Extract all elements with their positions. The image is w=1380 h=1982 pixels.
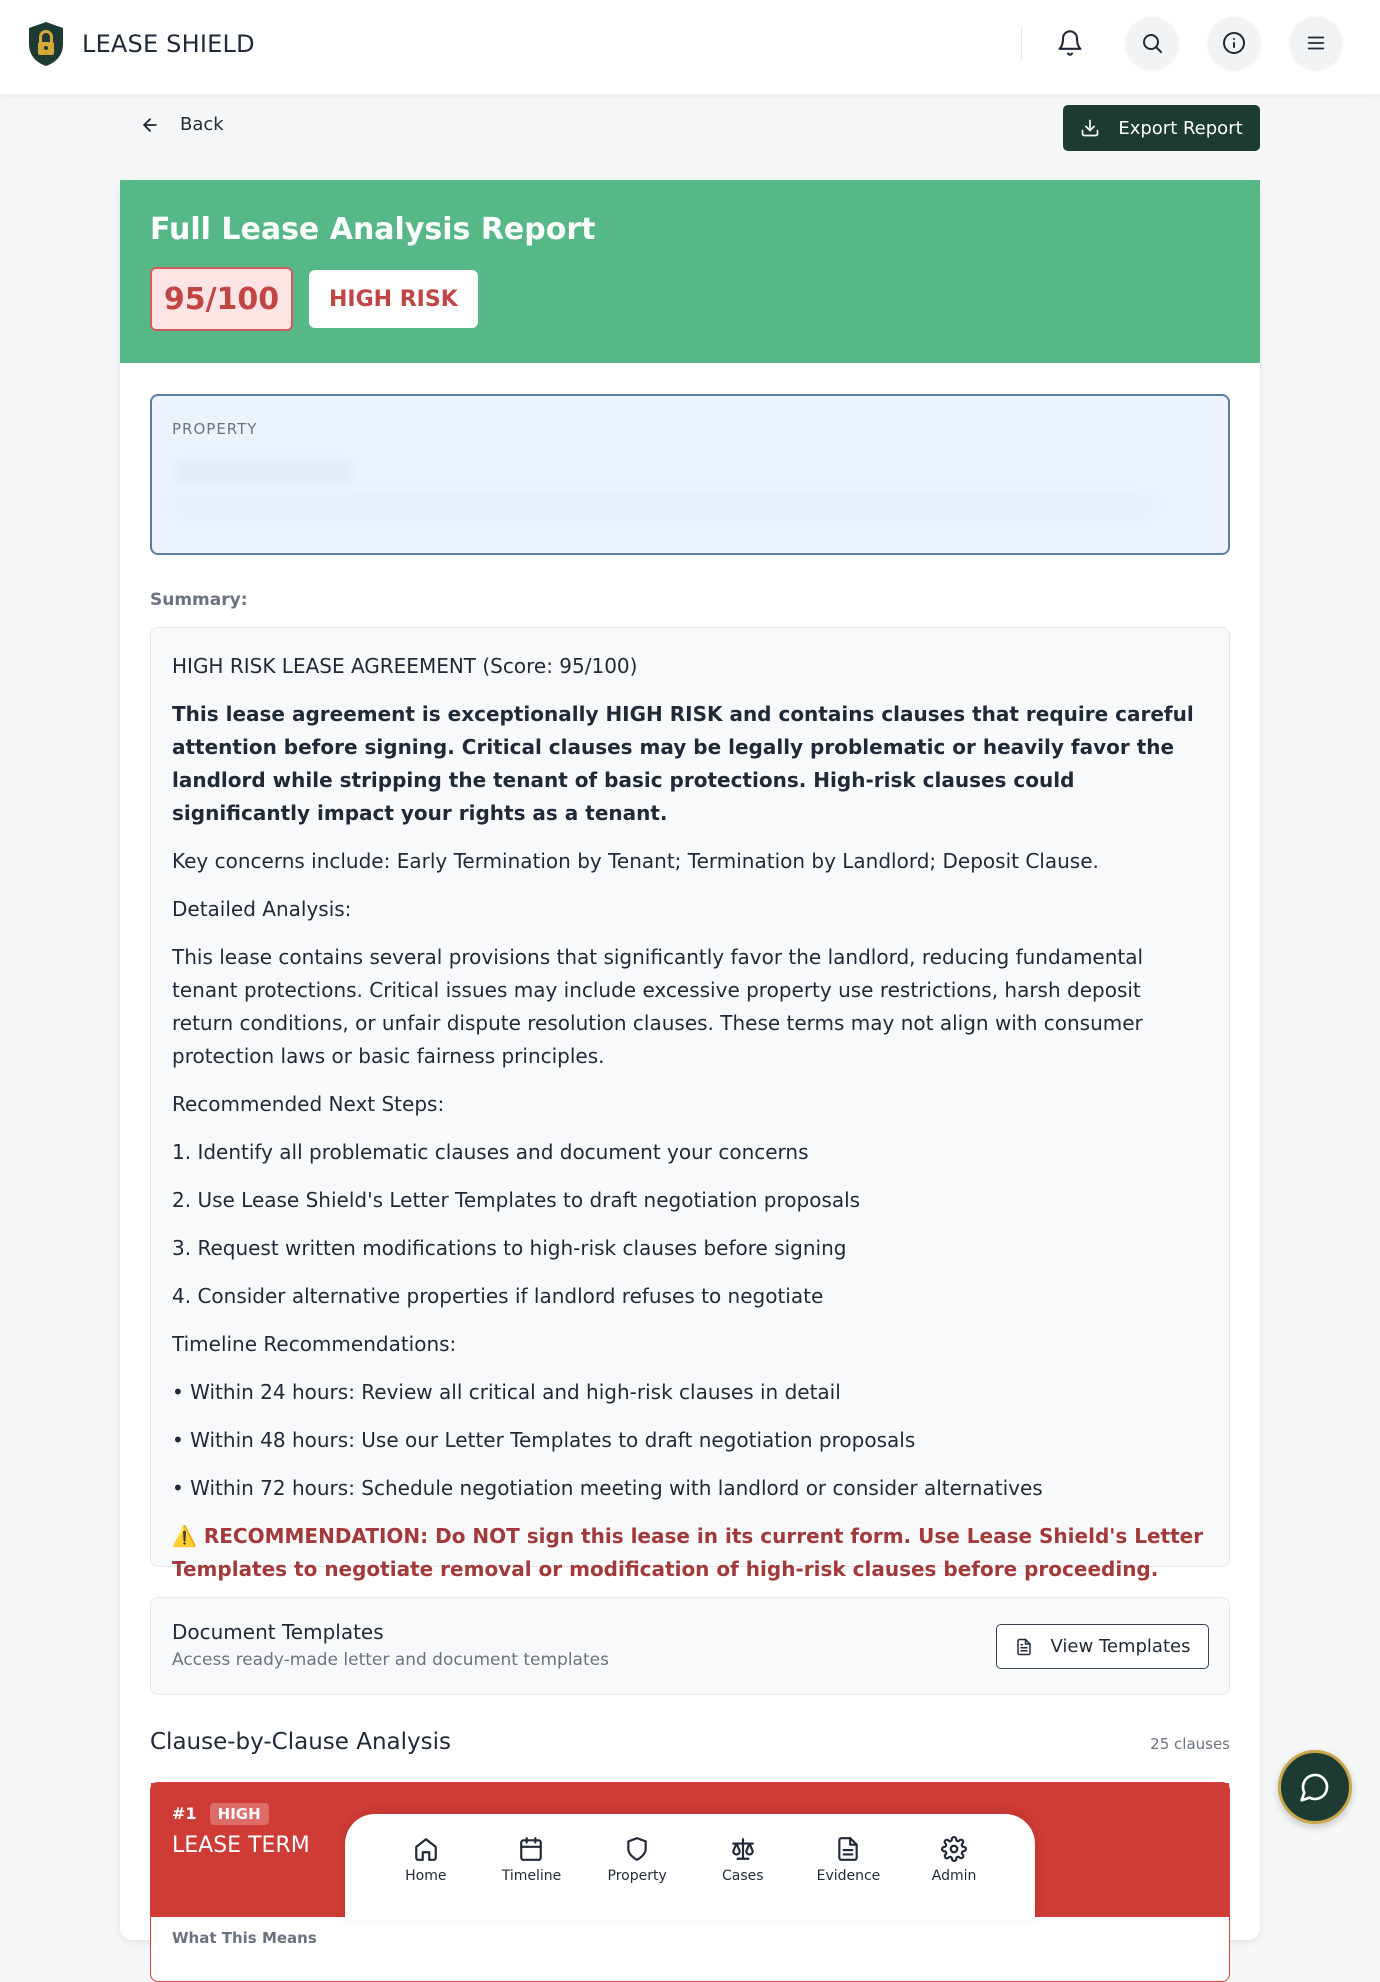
score-badge: 95/100 bbox=[150, 267, 293, 331]
header-divider bbox=[1021, 26, 1022, 60]
property-box bbox=[150, 394, 1230, 555]
nav-home[interactable] bbox=[381, 1814, 471, 1920]
next-step-item: 4. Consider alternative properties if landlord refuses to negotiate bbox=[172, 1284, 824, 1308]
nav-home-label: Home bbox=[405, 1868, 447, 1884]
shield-lock-icon bbox=[26, 20, 66, 68]
info-button[interactable] bbox=[1208, 17, 1260, 69]
home-icon bbox=[413, 1836, 439, 1862]
nav-property-label: Property bbox=[607, 1868, 667, 1884]
clause-severity-badge: HIGH bbox=[210, 1803, 269, 1825]
shield-icon bbox=[624, 1836, 650, 1862]
info-icon bbox=[1222, 31, 1246, 55]
nav-admin-label: Admin bbox=[931, 1868, 977, 1884]
search-button[interactable] bbox=[1126, 17, 1178, 69]
menu-icon bbox=[1305, 32, 1327, 54]
calendar-icon bbox=[518, 1836, 544, 1862]
next-step-item: 3. Request written modifications to high-risk clauses before signing bbox=[172, 1236, 847, 1260]
nav-timeline-label: Timeline bbox=[501, 1868, 562, 1884]
nav-cases-label: Cases bbox=[722, 1868, 764, 1884]
export-label: Export Report bbox=[1118, 117, 1243, 139]
gear-icon bbox=[941, 1836, 967, 1862]
report-hero bbox=[120, 180, 1260, 363]
nav-evidence[interactable] bbox=[803, 1814, 893, 1920]
next-steps-heading: Recommended Next Steps: bbox=[172, 1092, 445, 1116]
export-report-button[interactable] bbox=[1063, 105, 1260, 151]
view-templates-label: View Templates bbox=[1050, 1636, 1191, 1657]
timeline-item: • Within 24 hours: Review all critical and high-risk clauses in detail bbox=[172, 1380, 841, 1404]
nav-timeline[interactable] bbox=[486, 1814, 576, 1920]
clause-count: 25 clauses bbox=[1150, 1735, 1230, 1753]
next-step-item: 2. Use Lease Shield's Letter Templates to draft negotiation proposals bbox=[172, 1188, 861, 1212]
timeline-item: • Within 72 hours: Schedule negotiation meeting with landlord or consider alternatives bbox=[172, 1476, 1043, 1500]
clause-title: LEASE TERM bbox=[172, 1833, 310, 1858]
back-button[interactable] bbox=[140, 114, 224, 135]
timeline-heading: Timeline Recommendations: bbox=[172, 1332, 457, 1356]
summary-box bbox=[150, 627, 1230, 1581]
clause-analysis-title: Clause-by-Clause Analysis bbox=[150, 1729, 451, 1755]
document-icon bbox=[835, 1836, 861, 1862]
notifications-button[interactable] bbox=[1044, 17, 1096, 69]
property-address-redacted bbox=[174, 496, 1154, 516]
templates-title: Document Templates bbox=[172, 1620, 384, 1644]
summary-label: Summary: bbox=[150, 590, 248, 610]
bottom-navigation bbox=[345, 1814, 1035, 1920]
summary-heading: HIGH RISK LEASE AGREEMENT (Score: 95/100) bbox=[172, 654, 638, 678]
bell-icon bbox=[1056, 29, 1084, 57]
brand-name: LEASE SHIELD bbox=[82, 30, 255, 58]
menu-button[interactable] bbox=[1290, 17, 1342, 69]
nav-evidence-label: Evidence bbox=[816, 1868, 881, 1884]
view-templates-button[interactable] bbox=[996, 1624, 1209, 1669]
risk-badge: HIGH RISK bbox=[309, 270, 478, 328]
back-label: Back bbox=[180, 114, 224, 135]
nav-cases[interactable] bbox=[698, 1814, 788, 1920]
next-step-item: 1. Identify all problematic clauses and document your concerns bbox=[172, 1140, 809, 1164]
search-icon bbox=[1140, 31, 1164, 55]
nav-admin[interactable] bbox=[909, 1814, 999, 1920]
app-header bbox=[0, 0, 1380, 94]
arrow-left-icon bbox=[140, 115, 160, 135]
property-name-redacted bbox=[174, 460, 354, 484]
scale-icon bbox=[730, 1836, 756, 1862]
nav-property[interactable] bbox=[592, 1814, 682, 1920]
document-templates-panel bbox=[150, 1597, 1230, 1695]
summary-intro: This lease agreement is exceptionally HIGH RISK and contains clauses that require careful attention before signing. Critical clauses may be legally problematic or heavily favor the landlord while stripping the tenant of basic protections. High-risk clauses could significantly impact your rights as a tenant. bbox=[172, 702, 1194, 825]
timeline-item: • Within 48 hours: Use our Letter Templates to draft negotiation proposals bbox=[172, 1428, 916, 1452]
report-card bbox=[120, 180, 1260, 1947]
chat-button[interactable] bbox=[1278, 1750, 1352, 1824]
detailed-analysis-text: This lease contains several provisions that significantly favor the landlord, reducing fundamental tenant protections. Critical issues may include excessive property use restrictions, harsh deposit return conditions, or unfair dispute resolution clauses. These terms may not align with consumer protection laws or basic fairness principles. bbox=[172, 945, 1144, 1068]
page-title: Full Lease Analysis Report bbox=[150, 212, 596, 247]
brand[interactable] bbox=[26, 20, 255, 68]
recommendation-warning: ⚠️ RECOMMENDATION: Do NOT sign this lease in its current form. Use Lease Shield's Letter Templates to negotiate removal or modification of high-risk clauses before proceeding. bbox=[172, 1524, 1204, 1581]
clause-meaning-label: What This Means bbox=[172, 1929, 317, 1947]
detailed-analysis-heading: Detailed Analysis: bbox=[172, 897, 352, 921]
property-label: PROPERTY bbox=[172, 420, 258, 438]
key-concerns: Key concerns include: Early Termination by Tenant; Termination by Landlord; Deposit Clause. bbox=[172, 849, 1099, 873]
chat-bubble-icon bbox=[1299, 1771, 1331, 1803]
file-text-icon bbox=[1015, 1637, 1033, 1657]
templates-subtitle: Access ready-made letter and document templates bbox=[172, 1650, 609, 1670]
download-icon bbox=[1080, 118, 1100, 138]
clause-number: #1 bbox=[172, 1804, 197, 1823]
